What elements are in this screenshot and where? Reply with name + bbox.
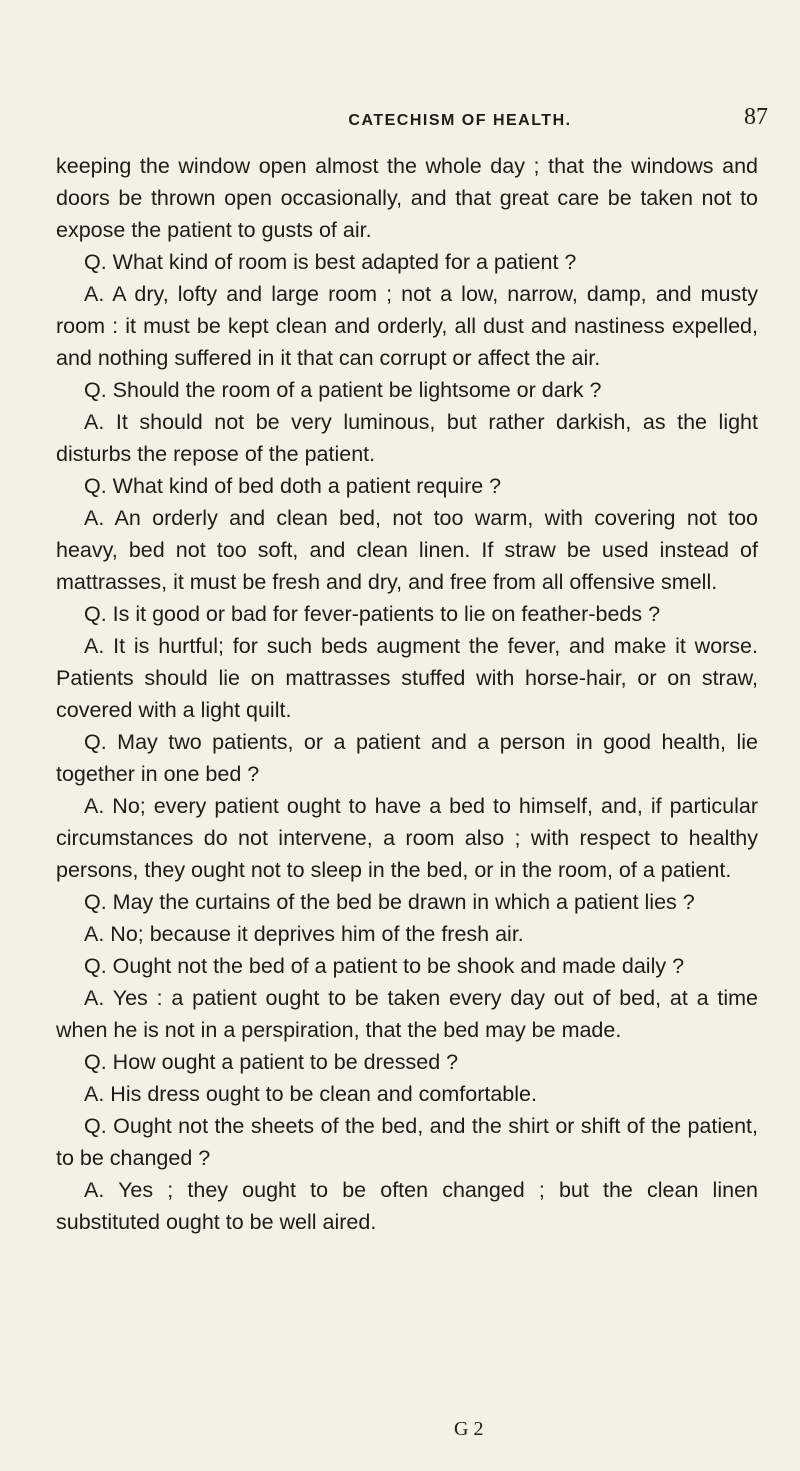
question: Q. What kind of room is best adapted for a patient ? bbox=[84, 250, 577, 274]
answer: A. His dress ought to be clean and comfortable. bbox=[84, 1082, 537, 1106]
answer: A. A dry, lofty and large room ; not a low, narrow, damp, and musty room : it must be kept clean and orderly, all dust and nastiness expelled, and nothing suffered in it that can corrupt or affect the air. bbox=[56, 282, 758, 370]
question: Q. Should the room of a patient be lightsome or dark ? bbox=[84, 378, 602, 402]
signature-mark: G 2 bbox=[454, 1418, 484, 1440]
question: Q. May the curtains of the bed be drawn in which a patient lies ? bbox=[84, 890, 695, 914]
answer: A. It should not be very luminous, but rather darkish, as the light disturbs the repose of the patient. bbox=[56, 410, 758, 466]
page-body bbox=[56, 150, 758, 1238]
answer: A. Yes : a patient ought to be taken every day out of bed, at a time when he is not in a perspiration, that the bed may be made. bbox=[56, 986, 758, 1042]
question: Q. What kind of bed doth a patient require ? bbox=[84, 474, 502, 498]
question: Q. Ought not the sheets of the bed, and the shirt or shift of the patient, to be changed ? bbox=[56, 1114, 758, 1170]
question: Q. Ought not the bed of a patient to be shook and made daily ? bbox=[84, 954, 685, 978]
answer: A. It is hurtful; for such beds augment the fever, and make it worse. Patients should lie on mattrasses stuffed with horse-hair, or on straw, covered with a light quilt. bbox=[56, 634, 758, 722]
paragraph: keeping the window open almost the whole day ; that the windows and doors be thrown open occasionally, and that great care be taken not to expose the patient to gusts of air. bbox=[56, 154, 758, 242]
question: Q. How ought a patient to be dressed ? bbox=[84, 1050, 459, 1074]
page-number: 87 bbox=[744, 104, 768, 130]
answer: A. An orderly and clean bed, not too warm, with covering not too heavy, bed not too soft, and clean linen. If straw be used instead of mattrasses, it must be fresh and dry, and free from all offensive smell. bbox=[56, 506, 758, 594]
question: Q. Is it good or bad for fever-patients to lie on feather-beds ? bbox=[84, 602, 661, 626]
running-header: CATECHISM OF HEALTH. bbox=[348, 112, 572, 129]
answer: A. No; because it deprives him of the fresh air. bbox=[84, 922, 524, 946]
answer: A. Yes ; they ought to be often changed ; but the clean linen substituted ought to be well aired. bbox=[56, 1178, 758, 1234]
answer: A. No; every patient ought to have a bed to himself, and, if particular circumstances do not intervene, a room also ; with respect to healthy persons, they ought not to sleep in the bed, or in the room, of a patient. bbox=[56, 794, 758, 882]
question: Q. May two patients, or a patient and a person in good health, lie together in one bed ? bbox=[56, 730, 758, 786]
